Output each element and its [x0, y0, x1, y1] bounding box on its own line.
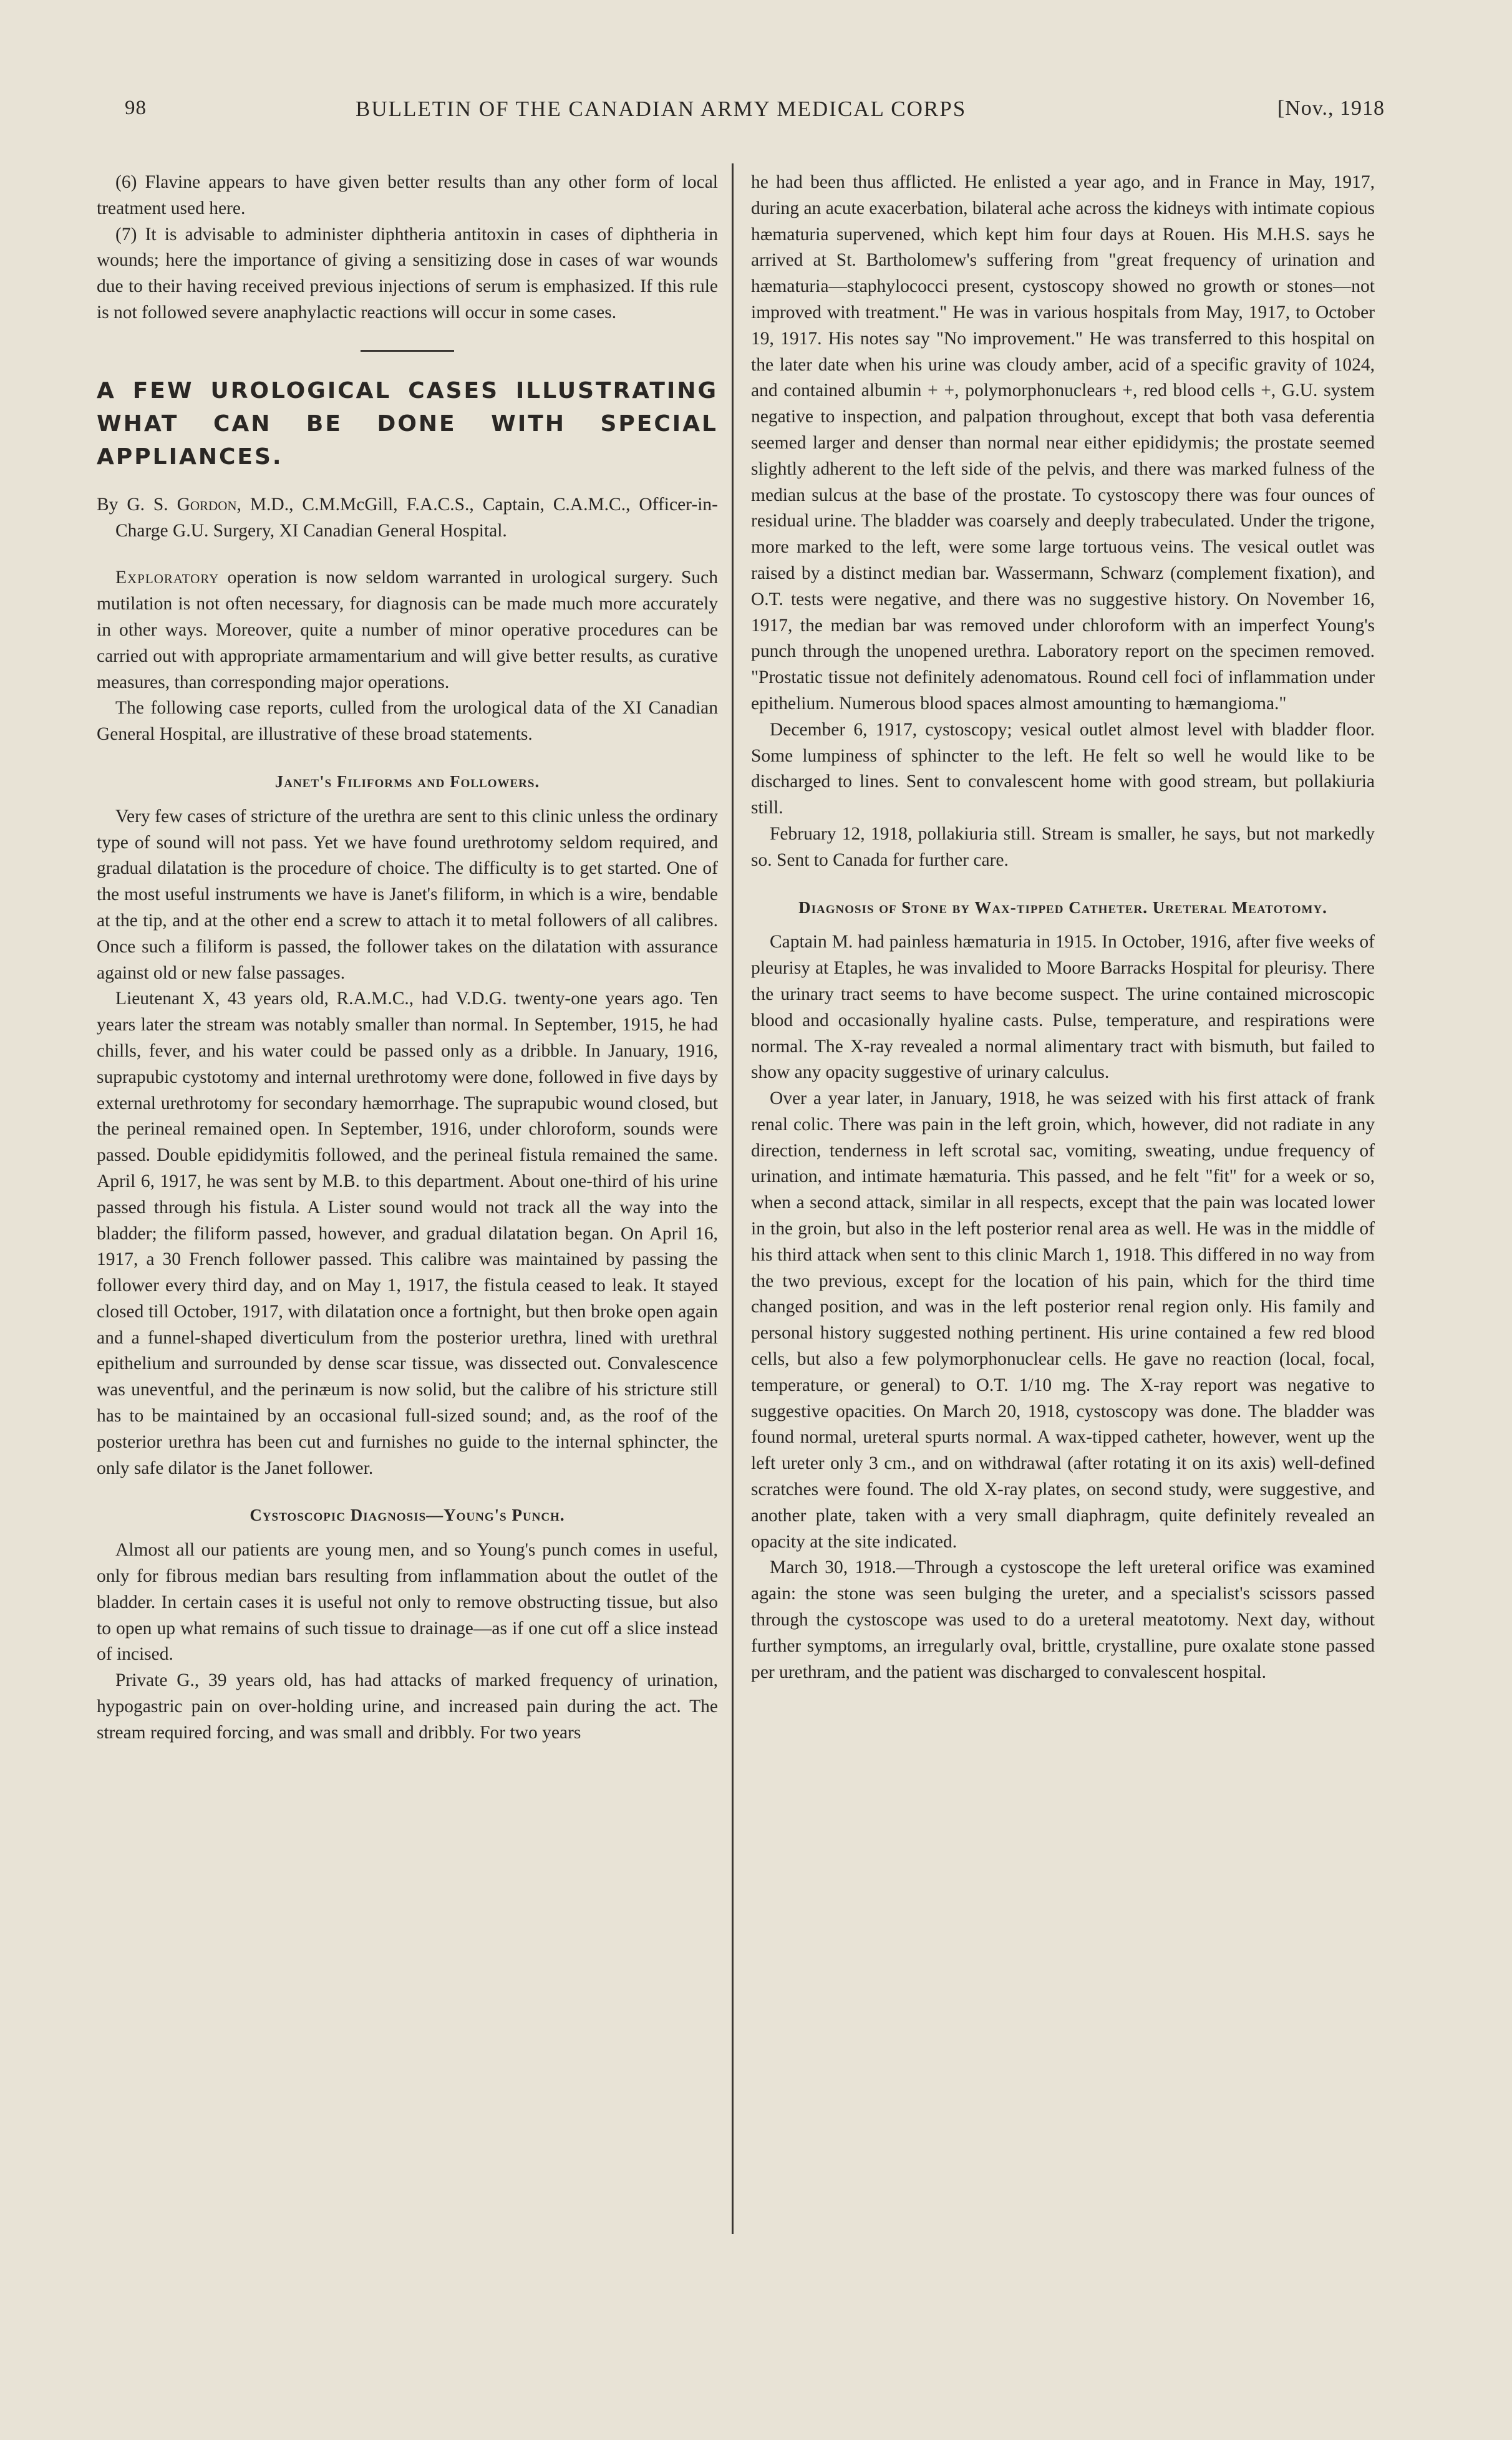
- body-paragraph: Almost all our patients are young men, and so Young's punch comes in useful, only for fibrous median bars resulting from inflammation about the outlet of the bladder. In certain cases it is useful not only to remove obstructing tissue, but also to open up what remains of such tissue to drainage—as if one cut off a slice instead of incised.: [97, 1540, 718, 1665]
- section-heading-cystoscopic: Cystoscopic Diagnosis—Young's Punch.: [250, 1506, 565, 1525]
- right-column: [751, 170, 1375, 1685]
- byline-author: Gordon: [177, 494, 237, 515]
- byline-credentials: , M.D., C.M.McGill, F.A.C.S., Captain, C.A.M.C., Officer-in-Charge G.U. Surgery, XI Canadian General Hospital.: [115, 494, 718, 541]
- body-paragraph: February 12, 1918, pollakiuria still. Stream is smaller, he says, but not markedly so. Sent to Canada for further care.: [751, 823, 1375, 870]
- body-paragraph: Over a year later, in January, 1918, he was seized with his first attack of frank renal colic. There was pain in the left groin, which, however, did not radiate in any direction, tenderness in left scrotal sac, vomiting, sweating, undue frequency of urination, and intimate hæmaturia. This passed, and he felt "fit" for a week or so, when a second attack, similar in all respects, except that the pain was located lower in the groin, but also in the left posterior renal area as well. He was in the middle of his third attack when sent to this clinic March 1, 1918. This differed in no way from the two previous, except for the location of his pain, which for the third time changed position, and was in the left posterior renal region only. His family and personal history suggested nothing pertinent. His urine contained a few red blood cells, but also a few polymorphonuclear cells. He gave no reaction (local, focal, temperature, or general) to O.T. 1/10 mg. The X-ray report was negative to suggestive opacities. On March 20, 1918, cystoscopy was done. The bladder was found normal, ureteral spurts normal. A wax-tipped catheter, however, went up the left ureter only 3 cm., and on withdrawal (after rotating it on its axis) well-defined scratches were found. The old X-ray plates, on second study, were suggestive, and another plate, taken with a very small diaphragm, quite definitely revealed an opacity at the site indicated.: [751, 1088, 1375, 1552]
- body-paragraph: Lieutenant X, 43 years old, R.A.M.C., had V.D.G. twenty-one years ago. Ten years later the stream was notably smaller than normal. In September, 1915, he had chills, fever, and his water could be passed only as a dribble. In January, 1916, suprapubic cystotomy and internal urethrotomy were done, followed in five days by external urethrotomy for secondary hæmorrhage. The suprapubic wound closed, but the perineal remained open. In September, 1916, under chloroform, sounds were passed. Double epididymitis followed, and the perineal fistula remained the same. April 6, 1917, he was sent by M.B. to this department. About one-third of his urine passed through his fistula. A Lister sound would not track all the way into the bladder; the filiform passed, however, and gradual dilatation began. On April 16, 1917, a 30 French follower passed. This calibre was maintained by passing the follower every third day, and on May 1, 1917, the fistula ceased to leak. It stayed closed till October, 1917, with dilatation once a fortnight, but then broke open again and a funnel-shaped diverticulum from the posterior urethra, lined with urethral epithelium and surrounded by dense scar tissue, was dissected out. Convalescence was uneventful, and the perinæum is now solid, but the calibre of his stricture still has to be maintained by an occasional full-sized sound; and, as the roof of the posterior urethra has been cut and furnishes no guide to the internal sphincter, the only safe dilator is the Janet follower.: [97, 989, 718, 1478]
- article-title: A FEW UROLOGICAL CASES ILLUSTRATING WHAT CAN BE DONE WITH SPECIAL APPLIANCES.: [97, 377, 718, 470]
- byline: [97, 492, 718, 545]
- body-paragraph: Very few cases of stricture of the urethra are sent to this clinic unless the ordinary type of sound will not pass. Yet we have found urethrotomy seldom required, and gradual dilatation is the procedure of choice. The difficulty is to get started. One of the most useful instruments we have is Janet's filiform, in which is a wire, bendable at the tip, and at the other end a screw to attach it to metal followers of all calibres. Once such a filiform is passed, the follower takes on the dilatation with assurance against old or new false passages.: [97, 806, 718, 983]
- left-column: [97, 170, 718, 1746]
- intro-paragraph: (7) It is advisable to administer diphtheria antitoxin in cases of diphtheria in wounds; here the importance of giving a sensitizing dose in cases of war wounds due to their having received previous injections of serum is emphasized. If this rule is not followed severe anaphylactic reactions will occur in some cases.: [97, 224, 718, 322]
- column-divider: [732, 163, 734, 2234]
- body-paragraph: December 6, 1917, cystoscopy; vesical outlet almost level with bladder floor. Some lumpiness of sphincter to the left. He felt so well he would like to be discharged to lines. Sent to convalescent home with good stream, but pollakiuria still.: [751, 719, 1375, 818]
- body-paragraph: Private G., 39 years old, has had attacks of marked frequency of urination, hypogastric pain on over-holding urine, and increased pain during the act. The stream required forcing, and was small and dribbly. For two years: [97, 1670, 718, 1743]
- journal-title: BULLETIN OF THE CANADIAN ARMY MEDICAL CORPS: [356, 97, 967, 121]
- body-paragraph: The following case reports, culled from the urological data of the XI Canadian General Hospital, are illustrative of these broad statements.: [97, 698, 718, 745]
- body-paragraph: he had been thus afflicted. He enlisted a year ago, and in France in May, 1917, during an acute exacerbation, bilateral ache across the kidneys with intimate copious hæmaturia supervened, which kept him four days at Rouen. His M.H.S. says he arrived at St. Bartholomew's suffering from "great frequency of urination and hæmaturia—staphylococci present, cystoscopy showed no growth or stones—not improved with treatment." He was in various hospitals from May, 1917, to October 19, 1917. His notes say "No improvement." He was transferred to this hospital on the later date when his urine was cloudy amber, acid of a specific gravity of 1024, and contained albumin + +, polymorphonuclears +, red blood cells +, G.U. system negative to inspection, and palpation throughout, except that both vasa deferentia seemed larger and denser than normal near either epididymis; the prostate seemed slightly adherent to the left side of the pelvis, and there was marked fulness of the median sulcus at the base of the prostate. To cystoscopy there was four ounces of residual urine. The bladder was coarsely and deeply trabeculated. Under the trigone, more marked to the left, were some large tortuous veins. The vesical outlet was raised by a distinct median bar. Wassermann, Schwarz (complement fixation), and O.T. tests were negative, and there was no suggestive history. On November 16, 1917, the median bar was removed under chloroform with an imperfect Young's punch through the unopened urethra. Laboratory report on the specimen removed. "Prostatic tissue not definitely adenomatous. Round cell foci of inflammation under epithelium. Numerous blood spaces almost amounting to hæmangioma.": [751, 172, 1375, 714]
- body-paragraph: Captain M. had painless hæmaturia in 1915. In October, 1916, after five weeks of pleurisy at Etaples, he was invalided to Moore Barracks Hospital for pleurisy. There the urinary tract seems to have become suspect. The urine contained microscopic blood and occasionally hyaline casts. Pulse, temperature, and respirations were normal. The X-ray revealed a normal alimentary tract with bismuth, but failed to show any opacity suggestive of urinary calculus.: [751, 932, 1375, 1083]
- byline-prefix: By G. S.: [97, 494, 177, 515]
- page-number: 98: [125, 97, 147, 119]
- section-heading-stone: Diagnosis of Stone by Wax-tipped Catheter. Ureteral Meatotomy.: [798, 898, 1327, 917]
- body-paragraph: March 30, 1918.—Through a cystoscope the left ureteral orifice was examined again: the stone was seen bulging the ureter, and a specialist's scissors passed through the cystoscope was used to do a ureteral meatotomy. Next day, without further symptoms, an irregularly oval, brittle, crystalline, pure oxalate stone passed per urethram, and the patient was discharged to convalescent hospital.: [751, 1557, 1375, 1682]
- section-heading-janet: Janet's Filiforms and Followers.: [274, 772, 540, 791]
- section-separator: [361, 350, 454, 352]
- exploratory-paragraph: [97, 565, 718, 695]
- running-header: [125, 97, 1385, 134]
- exploratory-lead: Exploratory: [115, 568, 220, 588]
- issue-date: [Nov., 1918: [1277, 97, 1385, 120]
- intro-paragraph: (6) Flavine appears to have given better results than any other form of local treatment used here.: [97, 172, 718, 218]
- exploratory-text: operation is now seldom warranted in urological surgery. Such mutilation is not often necessary, for diagnosis can be made much more accurately in other ways. Moreover, quite a number of minor operative procedures can be carried out with appropriate armamentarium and will give better results, as curative measures, than corresponding major operations.: [97, 568, 718, 692]
